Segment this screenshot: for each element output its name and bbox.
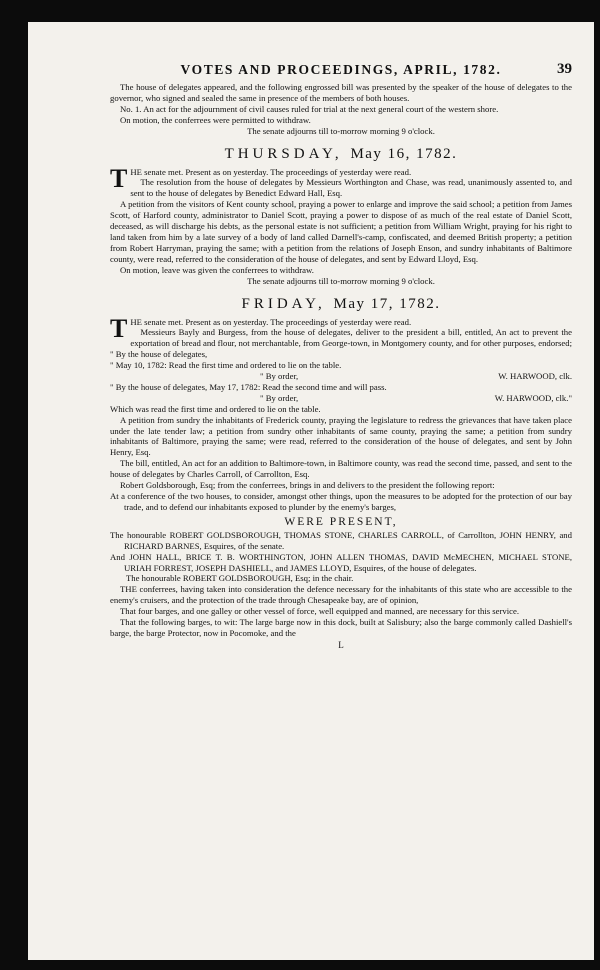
paragraph: The house of delegates appeared, and the following engrossed bill was presented by the speaker of the house of delegates to the governor, who signed and sealed the same in presence of the members of both houses. bbox=[110, 82, 572, 103]
paragraph: At a conference of the two houses, to consider, amongst other things, upon the measures to be adopted for the protection of our bay trade, and to defend our inhabitants exposed to plunder by the enemy's barges, bbox=[110, 491, 572, 512]
paragraph: On motion, the conferrees were permitted to withdraw. bbox=[120, 114, 311, 125]
paragraph: THE senate met. Present as on yesterday. The proceedings of yesterday were read. bbox=[110, 163, 412, 193]
adjournment-line: The senate adjourns till to-morrow morning 9 o'clock. bbox=[247, 125, 435, 136]
order-signature: " By order, W. HARWOOD, clk." bbox=[260, 392, 572, 403]
day-date: May 17, 1782. bbox=[333, 295, 441, 312]
paragraph: The resolution from the house of delegates by Messieurs Worthington and Chase, was read, unanimously assented to, and sent to the house of delegates by Benedict Edward Hall, Esq. bbox=[130, 177, 572, 199]
order-signature: " By order, W. HARWOOD, clk. bbox=[260, 371, 572, 382]
paragraph: A petition from sundry the inhabitants of Frederick county, praying the legislature to redress the grievances that have taken place under the late tender law; a petition from sundry other inhabitants of same county, praying the same; a petition from sundry inhabitants of Baltimore, praying the same; were read, referred to the consideration of the house of delegates, and sent by John Henry, Esq. bbox=[110, 414, 572, 458]
page-number: 39 bbox=[557, 61, 572, 77]
attendee-list: And JOHN HALL, BRICE T. B. WORTHINGTON, JOHN ALLEN THOMAS, DAVID McMECHEN, MICHAEL STONE, URIAH FORREST, JOSEPH DASHIELL, and JAMES LLOYD, Esquires, of the house of delegates. bbox=[110, 551, 572, 573]
running-header bbox=[110, 62, 572, 82]
running-title: VOTES AND PROCEEDINGS, APRIL, 1782. bbox=[180, 62, 502, 77]
paragraph: Messieurs Bayly and Burgess, from the house of delegates, deliver to the president a bill, entitled, An act to prevent the exportation of bread and flour, not merchantable, from George-town, in Montgomery county, and for other purposes, endorsed; " By the house of delegates, bbox=[110, 327, 572, 360]
document-page bbox=[28, 22, 594, 960]
paragraph: No. 1. An act for the adjournment of civil causes ruled for trial at the next general court of the western shore. bbox=[120, 103, 499, 114]
adjournment-line: The senate adjourns till to-morrow morning 9 o'clock. bbox=[247, 275, 435, 286]
paragraph: The bill, entitled, An act for an addition to Baltimore-town, in Baltimore county, was read the second time, passed, and sent to the house of delegates by Charles Carroll, of Carrollton, Esq. bbox=[110, 458, 572, 480]
paragraph: On motion, leave was given the conferrees to withdraw. bbox=[120, 264, 314, 275]
day-name: FRIDAY, bbox=[241, 295, 326, 312]
drop-cap: T bbox=[110, 163, 128, 193]
section-heading: WERE PRESENT, bbox=[284, 515, 398, 528]
paragraph: That four barges, and one galley or other vessel of force, well equipped and manned, are necessary for this service. bbox=[120, 606, 520, 617]
paragraph: THE senate met. Present as on yesterday. The proceedings of yesterday were read. bbox=[110, 313, 412, 343]
page-text bbox=[110, 62, 572, 650]
drop-cap: T bbox=[110, 313, 128, 343]
signature-mark: L bbox=[338, 639, 344, 650]
day-name: THURSDAY, bbox=[224, 145, 343, 162]
attendee-list: The honourable ROBERT GOLDSBOROUGH, THOMAS STONE, CHARLES CARROLL, of Carrollton, JOHN HENRY, and RICHARD BARNES, Esquires, of the senate. bbox=[110, 529, 572, 551]
paragraph: " May 10, 1782: Read the first time and ordered to lie on the table. bbox=[110, 360, 342, 371]
day-heading-friday bbox=[110, 296, 572, 313]
day-date: May 16, 1782. bbox=[350, 145, 458, 162]
paragraph: " By the house of delegates, May 17, 1782: Read the second time and will pass. bbox=[110, 381, 387, 392]
paragraph: A petition from the visitors of Kent county school, praying a power to enlarge and improve the said school; a petition from James Scott, of Harford county, administrator to Daniel Scott, praying a power to dispose of as much of the real estate of Daniel Scott, deceased, as will discharge his debts, as the personal estate is not sufficient; a petition from William Wright, praying for his right to land taken from him by a late survey of a body of land called Darnell's-camp, confiscated, and deemed British property; a petition from Robert Harryman, praying the same; with a petition from the relations of Joseph Enson, and sundry inhabitants of Baltimore county, were read, referred to the consideration of the house of delegates, and sent by Edward Lloyd, Esq. bbox=[110, 199, 572, 264]
paragraph: THE conferrees, having taken into consideration the defence necessary for the inhabitants of this state who are accessible to the enemy's cruisers, and the protection of the trade through Chesapeake bay, are of opinion, bbox=[110, 584, 572, 606]
paragraph: Which was read the first time and ordered to lie on the table. bbox=[110, 403, 321, 414]
paragraph: Robert Goldsborough, Esq; from the conferrees, brings in and delivers to the president the following report: bbox=[120, 480, 495, 491]
day-heading-thursday bbox=[110, 146, 572, 163]
paragraph: That the following barges, to wit: The large barge now in this dock, built at Salisbury; also the barge commonly called Dashiell's barge, the barge Protector, now in Pocomoke, and the bbox=[110, 617, 572, 638]
chair-line: The honourable ROBERT GOLDSBOROUGH, Esq; in the chair. bbox=[126, 573, 354, 584]
